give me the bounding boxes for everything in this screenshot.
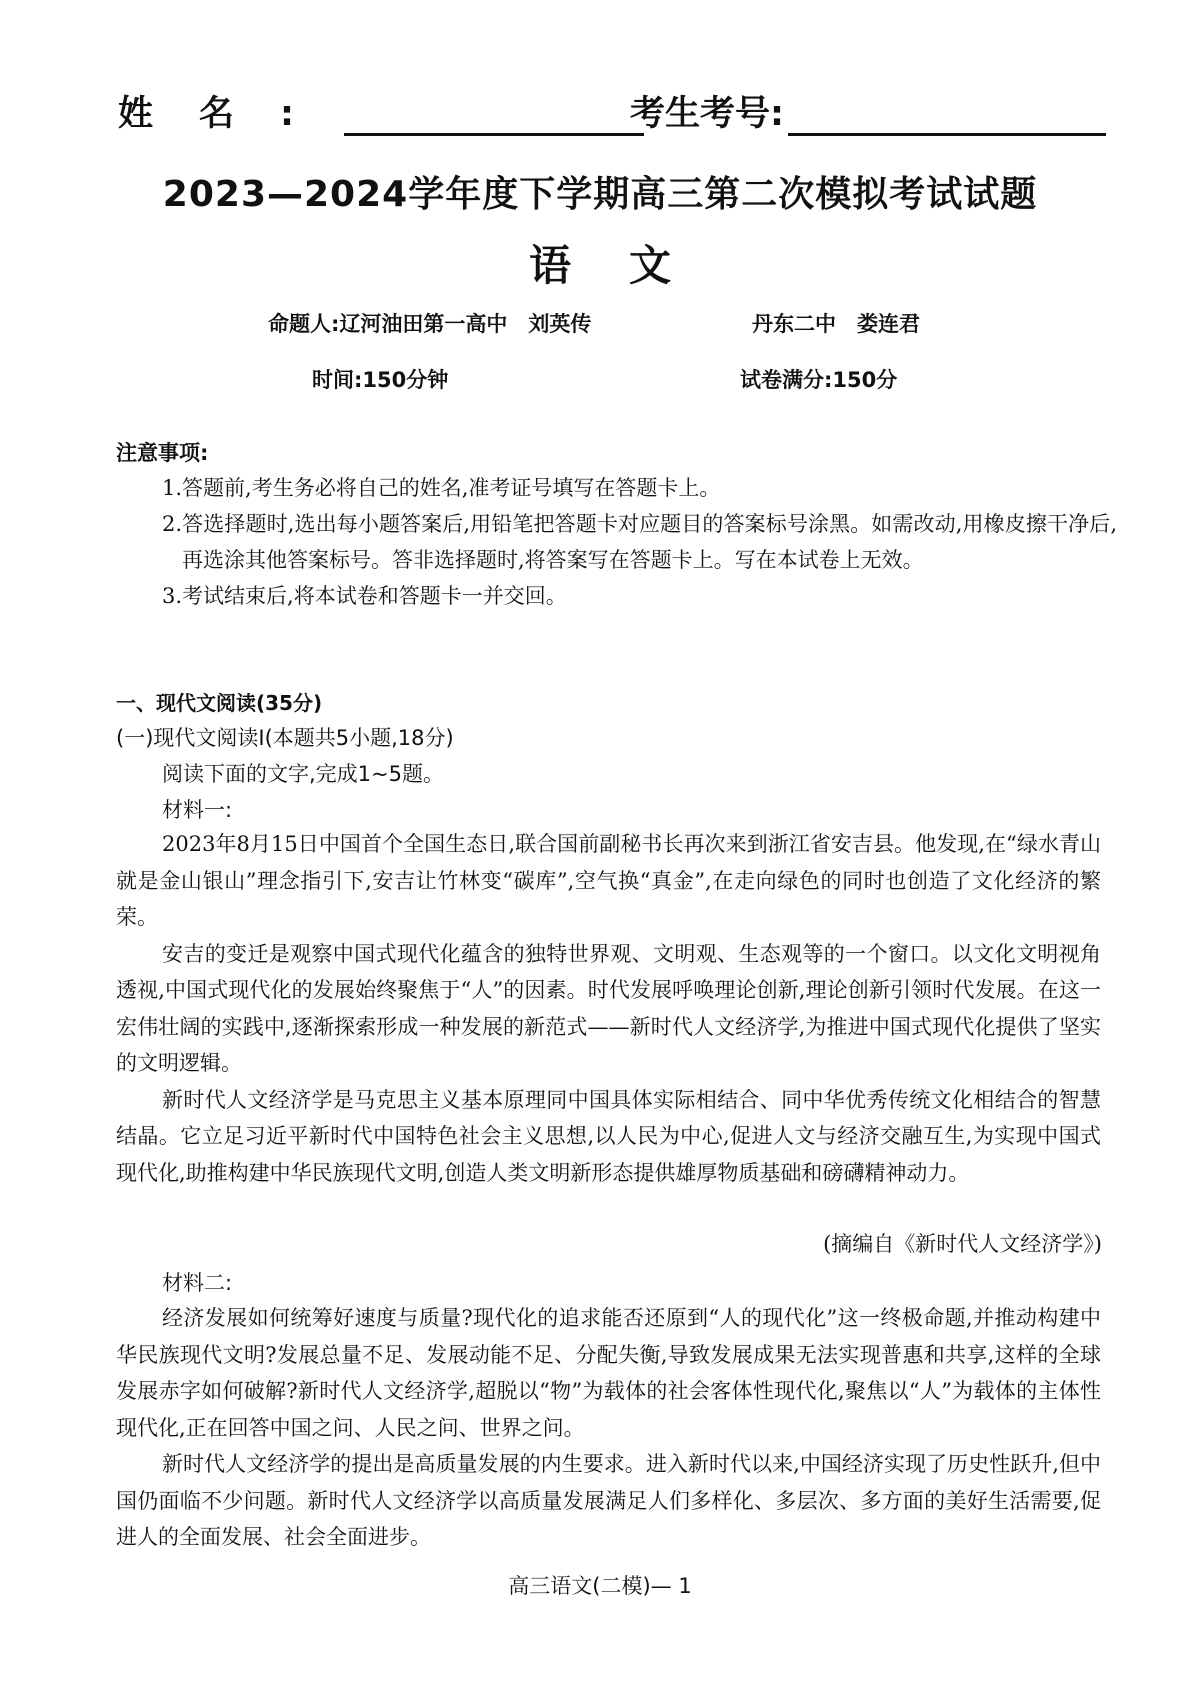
paragraph: 新时代人文经济学是马克思主义基本原理同中国具体实际相结合、同中华优秀传统文化相结合的智慧结晶。它立足习近平新时代中国特色社会主义思想,以人民为中心,促进人文与经济交融互生,为实现中国式现代化,助推构建中华民族现代文明,创造人类文明新形态提供雄厚物质基础和磅礴精神动力。 — [116, 1087, 1101, 1185]
notice-item: 2.答选择题时,选出每小题答案后,用铅笔把答题卡对应题目的答案标号涂黑。如需改动,用橡皮擦干净后,再选涂其他答案标号。答非选择题时,将答案写在答题卡上。写在本试卷上无效。 — [162, 512, 1117, 572]
paragraph: 经济发展如何统筹好速度与质量?现代化的追求能否还原到“人的现代化”这一终极命题,并推动构建中华民族现代文明?发展总量不足、发展动能不足、分配失衡,导致发展成果无法实现普惠和共享,这样的全球发展赤字如何破解?新时代人文经济学,超脱以“物”为载体的社会客体性现代化,聚焦以“人”为载体的主体性现代化,正在回答中国之问、人民之问、世界之问。 — [116, 1306, 1101, 1440]
material-two-text — [116, 1300, 1101, 1556]
subsection-heading: (一)现代文阅读Ⅰ(本题共5小题,18分) — [116, 726, 454, 750]
material-one-heading: 材料一: — [162, 798, 233, 822]
page-footer: 高三语文(二模)— 1 — [508, 1574, 692, 1598]
setter-info: 命题人:辽河油田第一高中 刘英传 — [268, 312, 592, 336]
reading-instruction: 阅读下面的文字,完成1~5题。 — [162, 762, 444, 786]
notice-heading: 注意事项: — [116, 441, 209, 465]
name-blank[interactable] — [344, 97, 644, 136]
notice-list — [162, 470, 1117, 614]
paragraph: 2023年8月15日中国首个全国生态日,联合国前副秘书长再次来到浙江省安吉县。他发现,在“绿水青山就是金山银山”理念指引下,安吉让竹林变“碳库”,空气换“真金”,在走向绿色的同时也创造了文化经济的繁荣。 — [116, 832, 1101, 929]
exam-title: 2023—2024学年度下学期高三第二次模拟考试试题 — [162, 174, 1038, 215]
name-label: 姓名: — [118, 94, 340, 134]
candidate-fields — [118, 86, 1108, 146]
exam-time: 时间:150分钟 — [312, 368, 449, 392]
material-one-source: (摘编自《新时代人文经济学》) — [823, 1232, 1102, 1256]
material-two-heading: 材料二: — [162, 1271, 233, 1295]
exam-id-blank[interactable] — [788, 97, 1106, 136]
exam-id-label: 考生考号: — [630, 94, 784, 134]
subject-title: 语文 — [528, 241, 729, 290]
exam-id-field — [630, 86, 1106, 136]
notice-item: 3.考试结束后,将本试卷和答题卡一并交回。 — [162, 584, 567, 608]
notice-item: 1.答题前,考生务必将自己的姓名,准考证号填写在答题卡上。 — [162, 476, 721, 500]
paragraph: 安吉的变迁是观察中国式现代化蕴含的独特世界观、文明观、生态观等的一个窗口。以文化文明视角透视,中国式现代化的发展始终聚焦于“人”的因素。时代发展呼唤理论创新,理论创新引领时代发展。在这一宏伟壮阔的实践中,逐渐探索形成一种发展的新范式——新时代人文经济学,为推进中国式现代化提供了坚实的文明逻辑。 — [116, 941, 1101, 1075]
name-field — [118, 86, 644, 136]
co-setter-info: 丹东二中 娄连君 — [752, 312, 920, 336]
paragraph: 新时代人文经济学的提出是高质量发展的内生要求。进入新时代以来,中国经济实现了历史性跃升,但中国仍面临不少问题。新时代人文经济学以高质量发展满足人们多样化、多层次、多方面的美好生活需要,促进人的全面发展、社会全面进步。 — [116, 1452, 1101, 1549]
material-one-text — [116, 826, 1101, 1191]
full-score: 试卷满分:150分 — [740, 368, 898, 392]
section-heading: 一、现代文阅读(35分) — [116, 691, 323, 715]
